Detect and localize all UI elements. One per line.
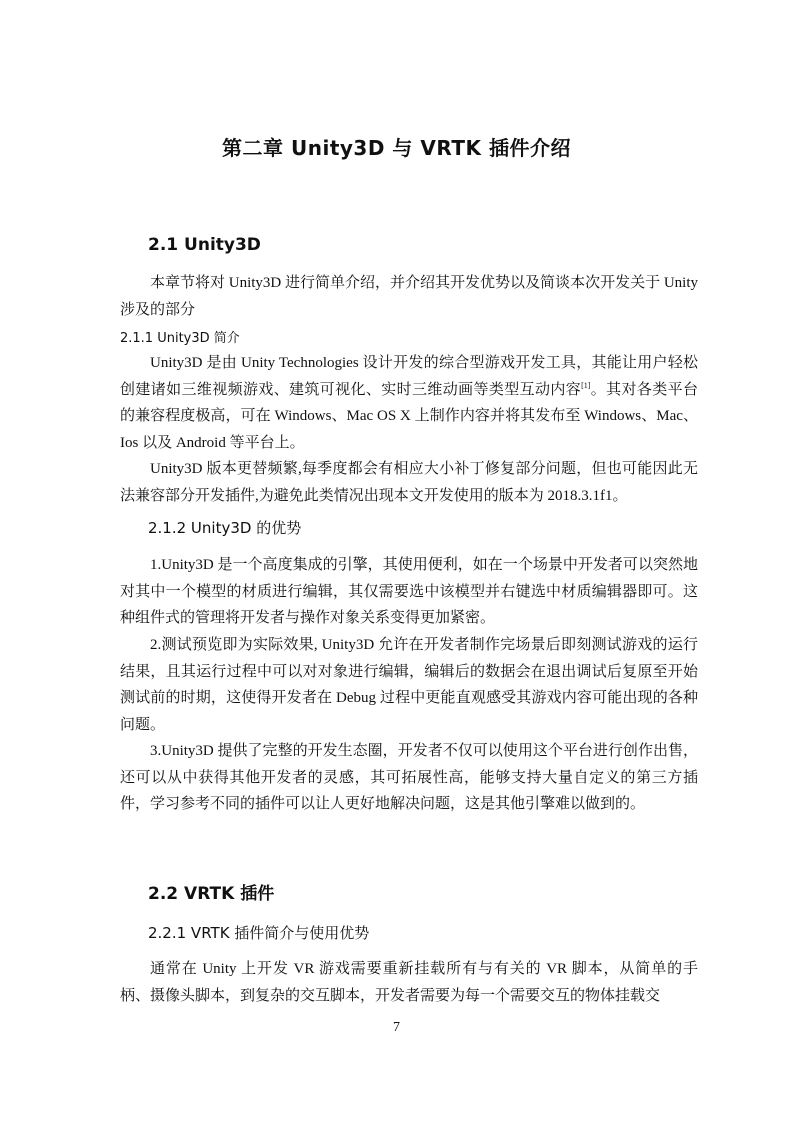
section-2-1-2-paragraph-1: 1.Unity3D 是一个高度集成的引擎，其使用便利，如在一个场景中开发者可以突然地对其中一个模型的材质进行编辑，其仅需要选中该模型并右键选中材质编辑器即可。这种组件式的管理将开发者与操作对象关系变得更加紧密。 [120, 557, 698, 626]
section-2-1-2-paragraph-3: 3.Unity3D 提供了完整的开发生态圈，开发者不仅可以使用这个平台进行创作出售，还可以从中获得其他开发者的灵感，其可拓展性高，能够支持大量自定义的第三方插件，学习参考不同的插件可以让人更好地解决问题，这是其他引擎难以做到的。 [120, 743, 698, 812]
section-2-1-intro: 本章节将对 Unity3D 进行简单介绍，并介绍其开发优势以及简谈本次开发关于 Unity 涉及的部分 [120, 275, 698, 318]
section-2-1-1-paragraph-2: Unity3D 版本更替频繁,每季度都会有相应大小补丁修复部分问题，但也可能因此无法兼容部分开发插件,为避免此类情况出现本文开发使用的版本为 2018.3.1f1。 [120, 461, 698, 504]
section-2-2-1-paragraph-1: 通常在 Unity 上开发 VR 游戏需要重新挂载所有与有关的 VR 脚本，从简单的手柄、摄像头脚本，到复杂的交互脚本，开发者需要为每一个需要交互的物体挂载交 [120, 961, 698, 1004]
section-2-1-2-heading: 2.1.2 Unity3D 的优势 [148, 519, 302, 537]
section-2-2-heading: 2.2 VRTK 插件 [148, 884, 275, 904]
section-2-1-1-paragraph-1 [120, 350, 698, 456]
section-2-1-heading: 2.1 Unity3D [148, 235, 261, 255]
section-2-1-1-heading: 2.1.1 Unity3D 简介 [120, 331, 240, 346]
citation-marker: [1] [581, 380, 591, 390]
section-2-1-2-paragraph-2: 2.测试预览即为实际效果, Unity3D 允许在开发者制作完场景后即刻测试游戏的运行结果，且其运行过程中可以对对象进行编辑，编辑后的数据会在退出调试后复原至开始测试前的时期，这使得开发者在 Debug 过程中更能直观感受其游戏内容可能出现的各种问题。 [120, 637, 698, 733]
section-2-2-1-heading: 2.2.1 VRTK 插件简介与使用优势 [148, 924, 370, 942]
chapter-title: 第二章 Unity3D 与 VRTK 插件介绍 [222, 136, 571, 160]
paragraph-text-continued: 。其对各类平台的兼容程度极高，可在 Windows、Mac OS X 上制作内容并将其发布至 Windows、Mac、Ios 以及 Android 等平台上。 [120, 381, 698, 451]
paragraph-text: Unity3D 是由 Unity Technologies 设计开发的综合型游戏开发工具，其能让用户轻松创建诸如三维视频游戏、建筑可视化、实时三维动画等类型互动内容 [120, 355, 698, 398]
page-number: 7 [393, 1020, 400, 1035]
